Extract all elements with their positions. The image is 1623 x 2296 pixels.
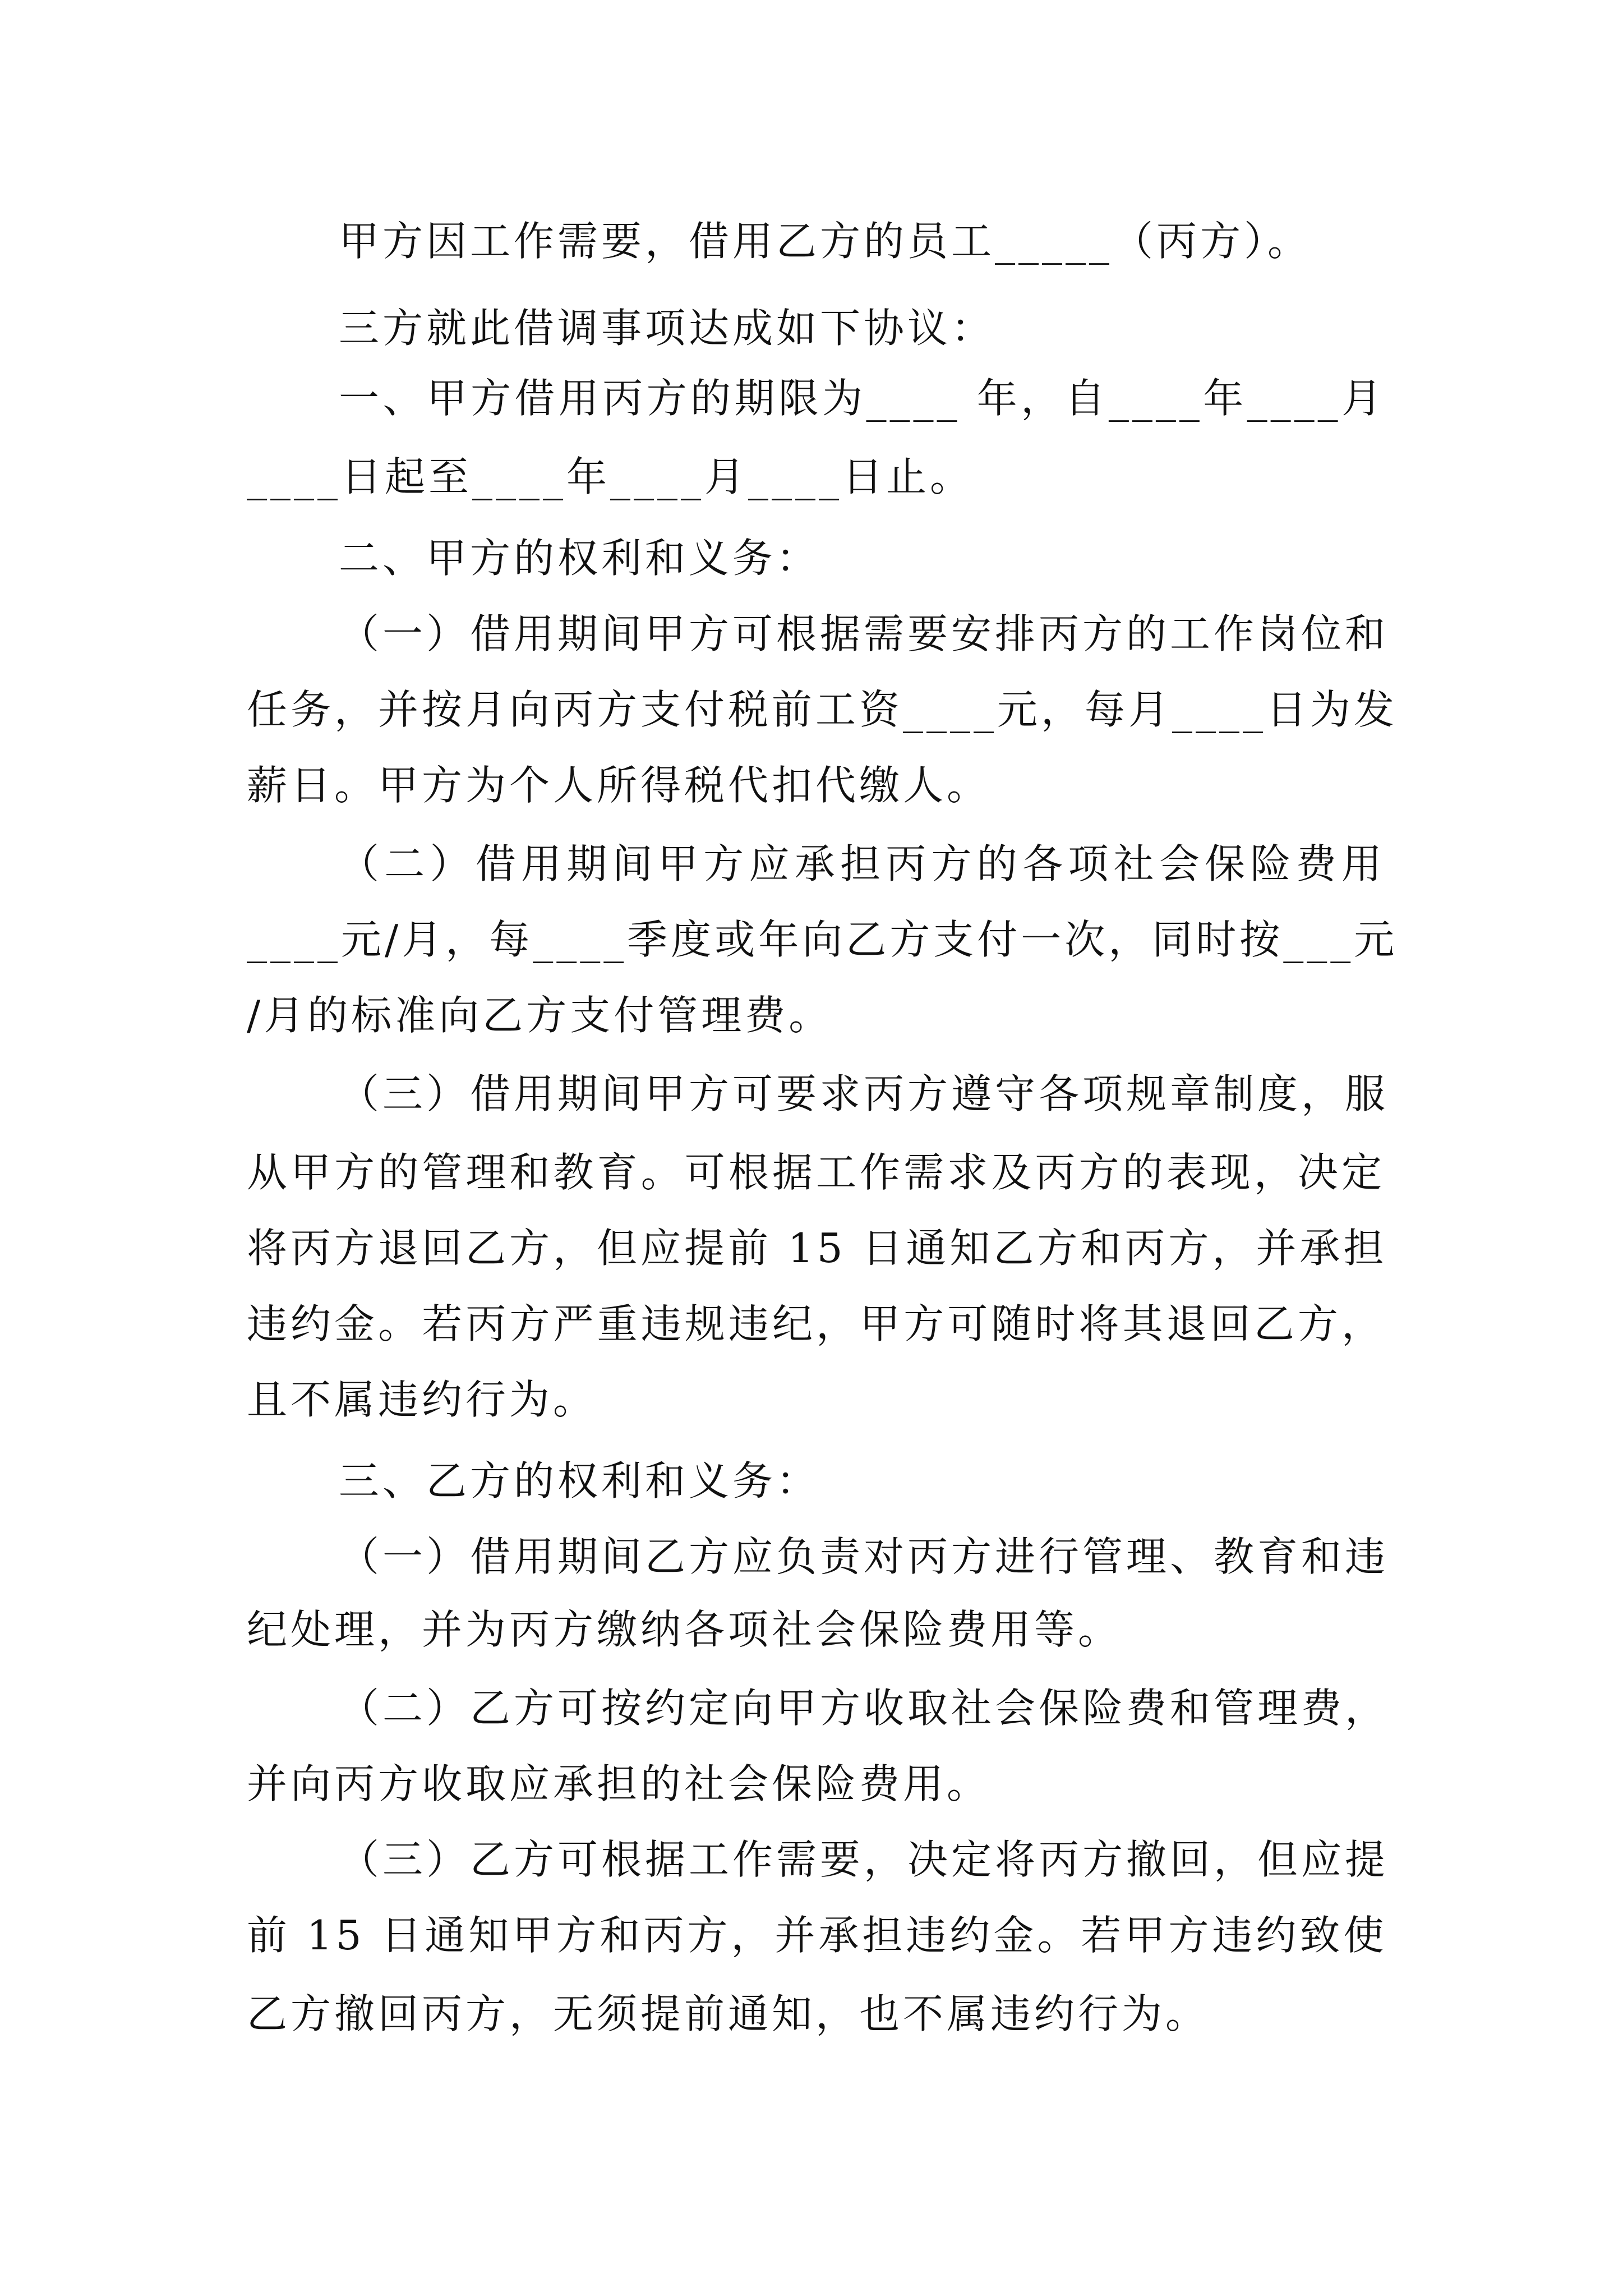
section-2-item-1-line-3: 薪日。甲方为个人所得税代扣代缴人。 [247, 762, 991, 809]
section-3-item-1-line-1: （一）借用期间乙方应负责对丙方进行管理、教育和违 [339, 1533, 1389, 1580]
section-2-heading: 二、甲方的权利和义务： [339, 535, 820, 582]
section-3-item-2-line-2: 并向丙方收取应承担的社会保险费用。 [247, 1760, 991, 1807]
section-2-item-3-line-4: 违约金。若丙方严重违规违纪，甲方可随时将其退回乙方， [247, 1300, 1385, 1347]
section-2-item-3-line-3: 将丙方退回乙方，但应提前 15 日通知乙方和丙方，并承担 [247, 1225, 1387, 1272]
section-2-item-1-line-2: 任务，并按月向丙方支付税前工资____元，每月____日为发 [247, 686, 1398, 733]
section-3-item-3-line-3: 乙方撤回丙方，无须提前通知，也不属违约行为。 [247, 1990, 1210, 2037]
clause-1-term-line-2: ____日起至____年____月____日止。 [247, 453, 974, 500]
section-2-item-2-line-1: （二）借用期间甲方应承担丙方的各项社会保险费用 [339, 840, 1385, 887]
paragraph-agreement-intro: 三方就此借调事项达成如下协议： [339, 305, 995, 352]
paragraph-intro-borrow: 甲方因工作需要，借用乙方的员工_____（丙方）。 [339, 218, 1312, 265]
section-2-item-3-line-5: 且不属违约行为。 [247, 1376, 597, 1423]
section-2-item-2-line-2: ____元/月，每____季度或年向乙方支付一次，同时按___元 [247, 916, 1398, 963]
section-2-item-3-line-1: （三）借用期间甲方可要求丙方遵守各项规章制度，服 [339, 1070, 1389, 1117]
section-3-heading: 三、乙方的权利和义务： [339, 1457, 820, 1504]
clause-1-term-line-1: 一、甲方借用丙方的期限为____ 年，自____年____月 [339, 375, 1385, 422]
section-2-item-3-line-2: 从甲方的管理和教育。可根据工作需求及丙方的表现，决定 [247, 1149, 1385, 1196]
section-3-item-3-line-2: 前 15 日通知甲方和丙方，并承担违约金。若甲方违约致使 [247, 1912, 1387, 1959]
section-2-item-1-line-1: （一）借用期间甲方可根据需要安排丙方的工作岗位和 [339, 610, 1389, 657]
section-3-item-2-line-1: （二）乙方可按约定向甲方收取社会保险费和管理费， [339, 1685, 1389, 1732]
section-3-item-1-line-2: 纪处理，并为丙方缴纳各项社会保险费用等。 [247, 1606, 1122, 1653]
section-2-item-2-line-3: /月的标准向乙方支付管理费。 [247, 992, 833, 1039]
section-3-item-3-line-1: （三）乙方可根据工作需要，决定将丙方撤回，但应提 [339, 1836, 1389, 1883]
